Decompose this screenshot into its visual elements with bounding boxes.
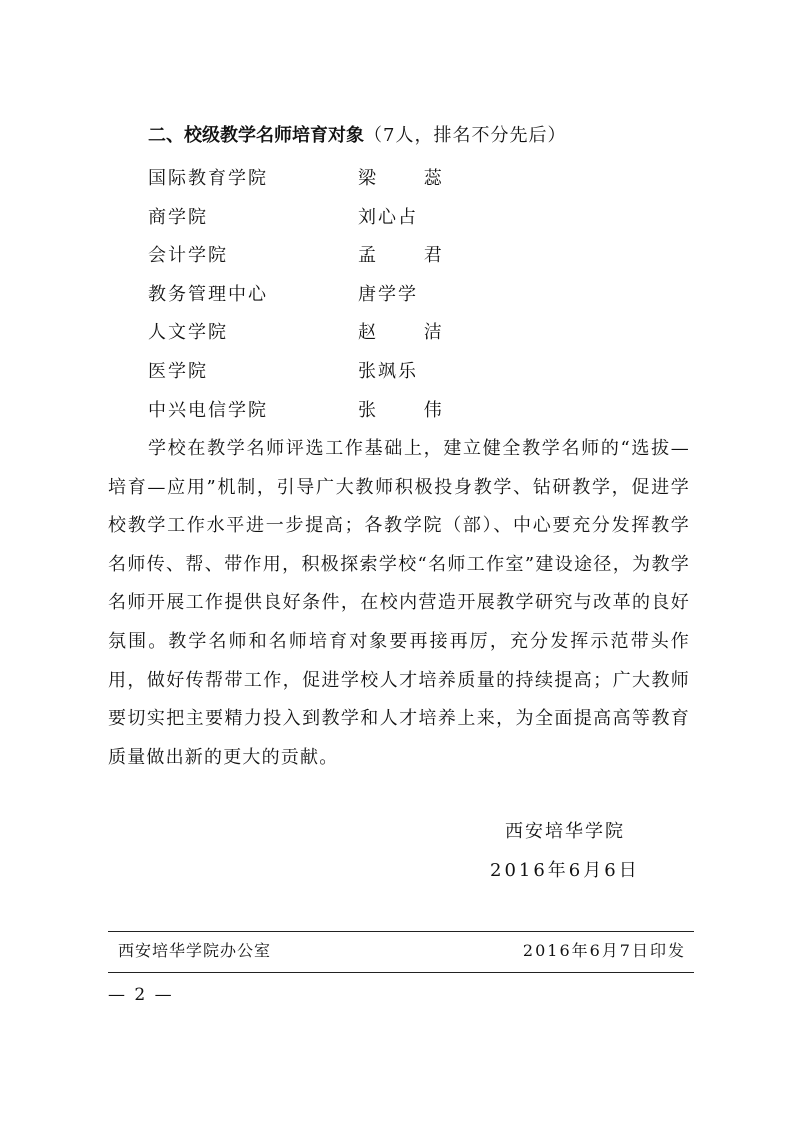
candidate-department: 商学院 <box>148 206 208 228</box>
candidate-row <box>148 160 568 199</box>
candidate-row <box>148 392 568 431</box>
candidate-name: 张 伟 <box>358 399 463 421</box>
candidate-name: 唐学学 <box>358 283 418 305</box>
candidate-row <box>148 353 568 392</box>
candidate-row <box>148 276 568 315</box>
candidate-name: 梁 蕊 <box>358 168 463 189</box>
candidate-list <box>148 160 568 430</box>
candidate-row <box>148 237 568 276</box>
candidate-department: 人文学院 <box>148 322 228 344</box>
candidate-department: 国际教育学院 <box>148 168 268 189</box>
candidate-name: 张飒乐 <box>358 360 418 382</box>
signature-date: 2016年6月6日 <box>490 860 640 881</box>
candidate-name: 孟 君 <box>358 245 463 267</box>
footer-bottom-rule <box>108 972 694 973</box>
section-heading <box>148 122 566 150</box>
section-heading-note: （7人，排名不分先后） <box>364 125 567 146</box>
candidate-department: 会计学院 <box>148 245 228 267</box>
candidate-department: 教务管理中心 <box>148 283 268 305</box>
candidate-row <box>148 199 568 238</box>
candidate-row <box>148 314 568 353</box>
signature-organization: 西安培华学院 <box>505 821 625 842</box>
candidate-name: 赵 洁 <box>358 322 463 344</box>
body-paragraph: 学校在教学名师评选工作基础上，建立健全教学名师的“选拔—培育—应用”机制，引导广大教师积极投身教学、钻研教学，促进学校教学工作水平进一步提高；各教学院（部）、中心要充分发挥教学名师传、帮、带作用，积极探索学校“名师工作室”建设途径，为教学名师开展工作提供良好条件，在校内营造开展教学研究与改革的良好氛围。教学名师和名师培育对象要再接再厉，充分发挥示范带头作用，做好传帮带工作，促进学校人才培养质量的持续提高；广大教师要切实把主要精力投入到教学和人才培养上来，为全面提高高等教育质量做出新的更大的贡献。 <box>108 438 690 768</box>
page-number: — 2 — <box>108 985 174 1005</box>
section-heading-title: 二、校级教学名师培育对象 <box>148 125 364 146</box>
candidate-department: 中兴电信学院 <box>148 399 268 421</box>
candidate-name: 刘心占 <box>358 206 418 228</box>
footer-issuer: 西安培华学院办公室 <box>118 941 272 960</box>
footer-top-rule <box>108 931 694 932</box>
footer-issue-date: 2016年6月7日印发 <box>522 941 686 960</box>
candidate-department: 医学院 <box>148 360 208 382</box>
